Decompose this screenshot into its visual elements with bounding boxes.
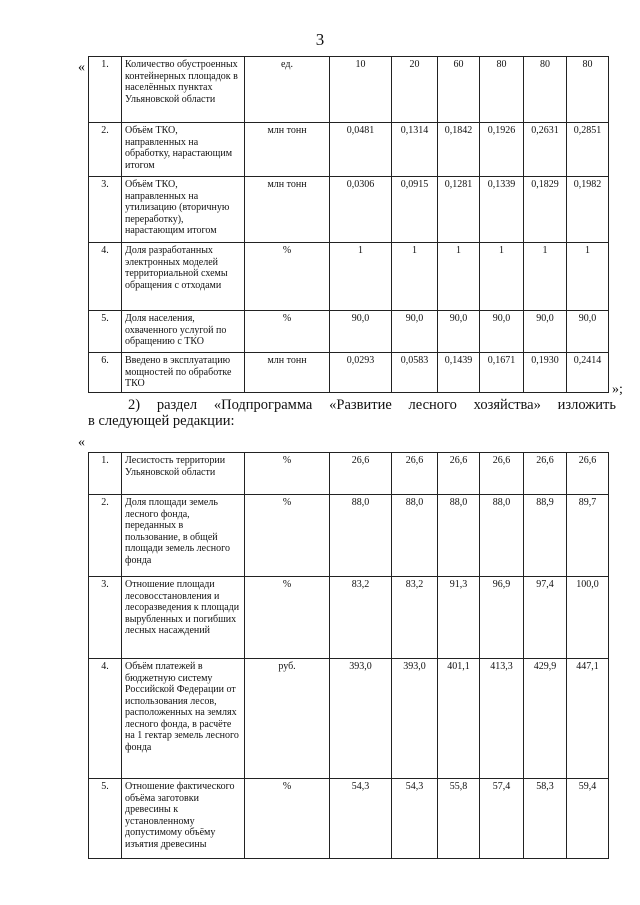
unit-of-measure: млн тонн (245, 177, 330, 243)
table-row (89, 353, 609, 393)
amendment-paragraph (88, 397, 616, 429)
indicator-value: 0,2414 (567, 353, 609, 393)
indicator-name: Объём ТКО, направленных на утилизацию (вторичную переработку), нарастающим итогом (122, 177, 245, 243)
indicator-value: 80 (480, 57, 524, 123)
indicator-value: 10 (330, 57, 392, 123)
indicator-value: 0,1281 (438, 177, 480, 243)
indicator-value: 0,2851 (567, 123, 609, 177)
indicator-value: 0,1930 (524, 353, 567, 393)
table-row (89, 453, 609, 495)
indicator-value: 26,6 (392, 453, 438, 495)
indicator-value: 447,1 (567, 659, 609, 779)
table-row (89, 311, 609, 353)
indicator-value: 1 (392, 243, 438, 311)
row-number: 6. (89, 353, 122, 393)
table-row (89, 123, 609, 177)
row-number: 3. (89, 177, 122, 243)
paragraph-line-2: в следующей редакции: (88, 413, 235, 429)
indicator-name: Доля площади земель лесного фонда, переданных в пользование, в общей площади земель лесного фонда (122, 495, 245, 577)
indicator-name: Количество обустроенных контейнерных площадок в населённых пунктах Ульяновской области (122, 57, 245, 123)
table1-open-quote: « (78, 60, 85, 75)
indicator-value: 0,0293 (330, 353, 392, 393)
indicator-value: 1 (524, 243, 567, 311)
indicator-value: 54,3 (330, 779, 392, 859)
row-number: 2. (89, 495, 122, 577)
indicator-value: 88,0 (392, 495, 438, 577)
indicator-value: 90,0 (567, 311, 609, 353)
indicator-value: 0,1671 (480, 353, 524, 393)
indicator-value: 0,0306 (330, 177, 392, 243)
indicator-value: 97,4 (524, 577, 567, 659)
indicator-value: 88,0 (330, 495, 392, 577)
indicator-value: 83,2 (392, 577, 438, 659)
unit-of-measure: % (245, 779, 330, 859)
indicator-value: 90,0 (480, 311, 524, 353)
row-number: 4. (89, 243, 122, 311)
indicator-value: 393,0 (392, 659, 438, 779)
unit-of-measure: млн тонн (245, 123, 330, 177)
indicator-value: 83,2 (330, 577, 392, 659)
indicator-value: 1 (567, 243, 609, 311)
table1-close-quote: »; (612, 382, 623, 397)
table-row (89, 495, 609, 577)
indicator-value: 401,1 (438, 659, 480, 779)
indicator-name: Введено в эксплуатацию мощностей по обработке ТКО (122, 353, 245, 393)
indicator-value: 80 (524, 57, 567, 123)
indicator-value: 0,0915 (392, 177, 438, 243)
row-number: 5. (89, 311, 122, 353)
indicator-value: 26,6 (524, 453, 567, 495)
unit-of-measure: млн тонн (245, 353, 330, 393)
indicator-value: 0,1339 (480, 177, 524, 243)
indicator-name: Объём ТКО, направленных на обработку, нарастающим итогом (122, 123, 245, 177)
indicator-value: 54,3 (392, 779, 438, 859)
row-number: 2. (89, 123, 122, 177)
table-row (89, 243, 609, 311)
unit-of-measure: % (245, 495, 330, 577)
table-forestry-indicators (88, 452, 609, 859)
indicator-value: 100,0 (567, 577, 609, 659)
indicator-value: 26,6 (567, 453, 609, 495)
indicator-value: 60 (438, 57, 480, 123)
indicator-value: 1 (330, 243, 392, 311)
indicator-name: Объём платежей в бюджетную систему Российской Федерации от использования лесов, расположенных на землях лесного фонда, в расчёте на 1 гектар земель лесного фонда (122, 659, 245, 779)
unit-of-measure: % (245, 243, 330, 311)
table-waste-indicators (88, 56, 609, 393)
indicator-value: 393,0 (330, 659, 392, 779)
table-row (89, 577, 609, 659)
indicator-value: 0,0481 (330, 123, 392, 177)
indicator-value: 88,9 (524, 495, 567, 577)
indicator-name: Отношение площади лесовосстановления и лесоразведения к площади вырубленных и погибших лесных насаждений (122, 577, 245, 659)
indicator-name: Отношение фактического объёма заготовки древесины к установленному допустимому объёму изъятия древесины (122, 779, 245, 859)
indicator-value: 26,6 (330, 453, 392, 495)
indicator-value: 0,1842 (438, 123, 480, 177)
unit-of-measure: руб. (245, 659, 330, 779)
indicator-value: 80 (567, 57, 609, 123)
indicator-value: 55,8 (438, 779, 480, 859)
indicator-value: 0,2631 (524, 123, 567, 177)
indicator-value: 1 (480, 243, 524, 311)
indicator-value: 429,9 (524, 659, 567, 779)
indicator-value: 89,7 (567, 495, 609, 577)
indicator-value: 0,1314 (392, 123, 438, 177)
row-number: 1. (89, 453, 122, 495)
unit-of-measure: % (245, 577, 330, 659)
indicator-value: 90,0 (438, 311, 480, 353)
indicator-value: 90,0 (524, 311, 567, 353)
indicator-name: Лесистость территории Ульяновской области (122, 453, 245, 495)
indicator-value: 0,1926 (480, 123, 524, 177)
indicator-value: 413,3 (480, 659, 524, 779)
indicator-value: 1 (438, 243, 480, 311)
table-row (89, 57, 609, 123)
indicator-value: 26,6 (438, 453, 480, 495)
indicator-value: 59,4 (567, 779, 609, 859)
row-number: 3. (89, 577, 122, 659)
indicator-value: 91,3 (438, 577, 480, 659)
indicator-value: 26,6 (480, 453, 524, 495)
indicator-name: Доля населения, охваченного услугой по обращению с ТКО (122, 311, 245, 353)
row-number: 4. (89, 659, 122, 779)
table-row (89, 779, 609, 859)
indicator-value: 57,4 (480, 779, 524, 859)
indicator-value: 90,0 (330, 311, 392, 353)
indicator-value: 0,1982 (567, 177, 609, 243)
indicator-value: 90,0 (392, 311, 438, 353)
paragraph-line-1: 2) раздел «Подпрограмма «Развитие лесного хозяйства» изложить (128, 397, 616, 413)
indicator-name: Доля разработанных электронных моделей территориальной схемы обращения с отходами (122, 243, 245, 311)
indicator-value: 88,0 (480, 495, 524, 577)
indicator-value: 0,1439 (438, 353, 480, 393)
indicator-value: 20 (392, 57, 438, 123)
row-number: 5. (89, 779, 122, 859)
page-number: 3 (315, 30, 325, 49)
indicator-value: 0,1829 (524, 177, 567, 243)
unit-of-measure: % (245, 453, 330, 495)
indicator-value: 96,9 (480, 577, 524, 659)
table2-open-quote: « (78, 435, 85, 450)
indicator-value: 88,0 (438, 495, 480, 577)
indicator-value: 58,3 (524, 779, 567, 859)
row-number: 1. (89, 57, 122, 123)
table-row (89, 177, 609, 243)
table-row (89, 659, 609, 779)
indicator-value: 0,0583 (392, 353, 438, 393)
unit-of-measure: ед. (245, 57, 330, 123)
unit-of-measure: % (245, 311, 330, 353)
